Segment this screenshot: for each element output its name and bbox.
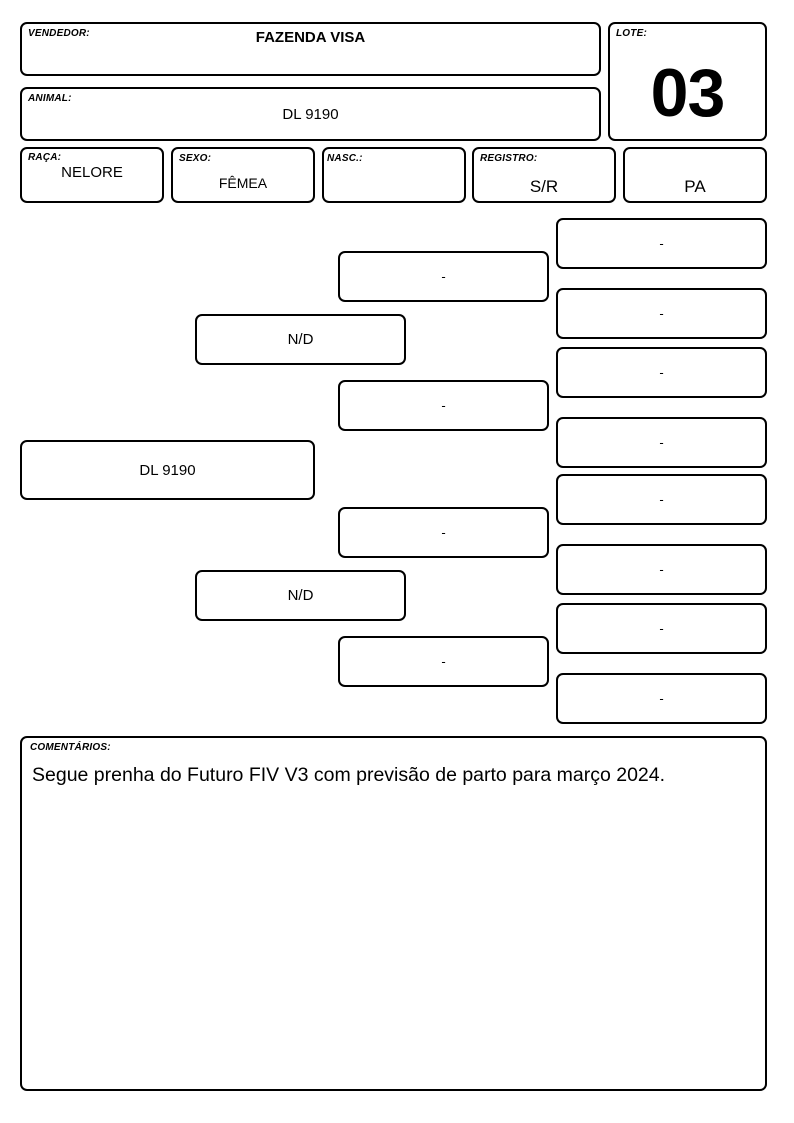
vendedor-value: FAZENDA VISA — [255, 29, 366, 46]
pedigree-grandparent: - — [338, 636, 549, 687]
registro-label: REGISTRO: — [480, 153, 538, 164]
nasc-label: NASC.: — [327, 153, 363, 164]
animal-label: ANIMAL: — [28, 93, 72, 104]
pedigree-grandparent: - — [338, 251, 549, 302]
raca-value: NELORE — [61, 164, 123, 181]
sexo-label: SEXO: — [179, 153, 212, 164]
raca-box — [20, 147, 164, 203]
raca-label: RAÇA: — [28, 152, 62, 163]
pedigree-grandparent: - — [338, 380, 549, 431]
comments-text: Segue prenha do Futuro FIV V3 com previsão de parto para março 2024. — [32, 764, 666, 786]
pedigree-great-grandparent: - — [556, 544, 767, 595]
animal-value: DL 9190 — [282, 106, 339, 123]
lote-label: LOTE: — [616, 28, 647, 39]
pedigree-animal: DL 9190 — [20, 440, 315, 500]
animal-box — [20, 87, 601, 141]
sexo-value: FÊMEA — [218, 175, 268, 191]
pedigree-great-grandparent: - — [556, 218, 767, 269]
extra-box — [623, 147, 767, 203]
pedigree-great-grandparent: - — [556, 288, 767, 339]
pedigree-grandparent: - — [338, 507, 549, 558]
registro-box — [472, 147, 616, 203]
sexo-box — [171, 147, 315, 203]
nasc-box — [322, 147, 466, 203]
lote-box — [608, 22, 767, 141]
pedigree-great-grandparent: - — [556, 347, 767, 398]
pedigree-great-grandparent: - — [556, 474, 767, 525]
pedigree-great-grandparent: - — [556, 603, 767, 654]
registro-value: S/R — [529, 177, 559, 196]
vendedor-label: VENDEDOR: — [28, 28, 90, 39]
pedigree-dam: N/D — [195, 570, 406, 621]
pedigree-great-grandparent: - — [556, 673, 767, 724]
vendedor-box — [20, 22, 601, 76]
extra-value: PA — [684, 177, 706, 196]
pedigree-great-grandparent: - — [556, 417, 767, 468]
pedigree-sire: N/D — [195, 314, 406, 365]
lote-number: 03 — [650, 55, 725, 131]
comments-label: COMENTÁRIOS: — [30, 742, 111, 753]
comments-box — [20, 736, 767, 1091]
